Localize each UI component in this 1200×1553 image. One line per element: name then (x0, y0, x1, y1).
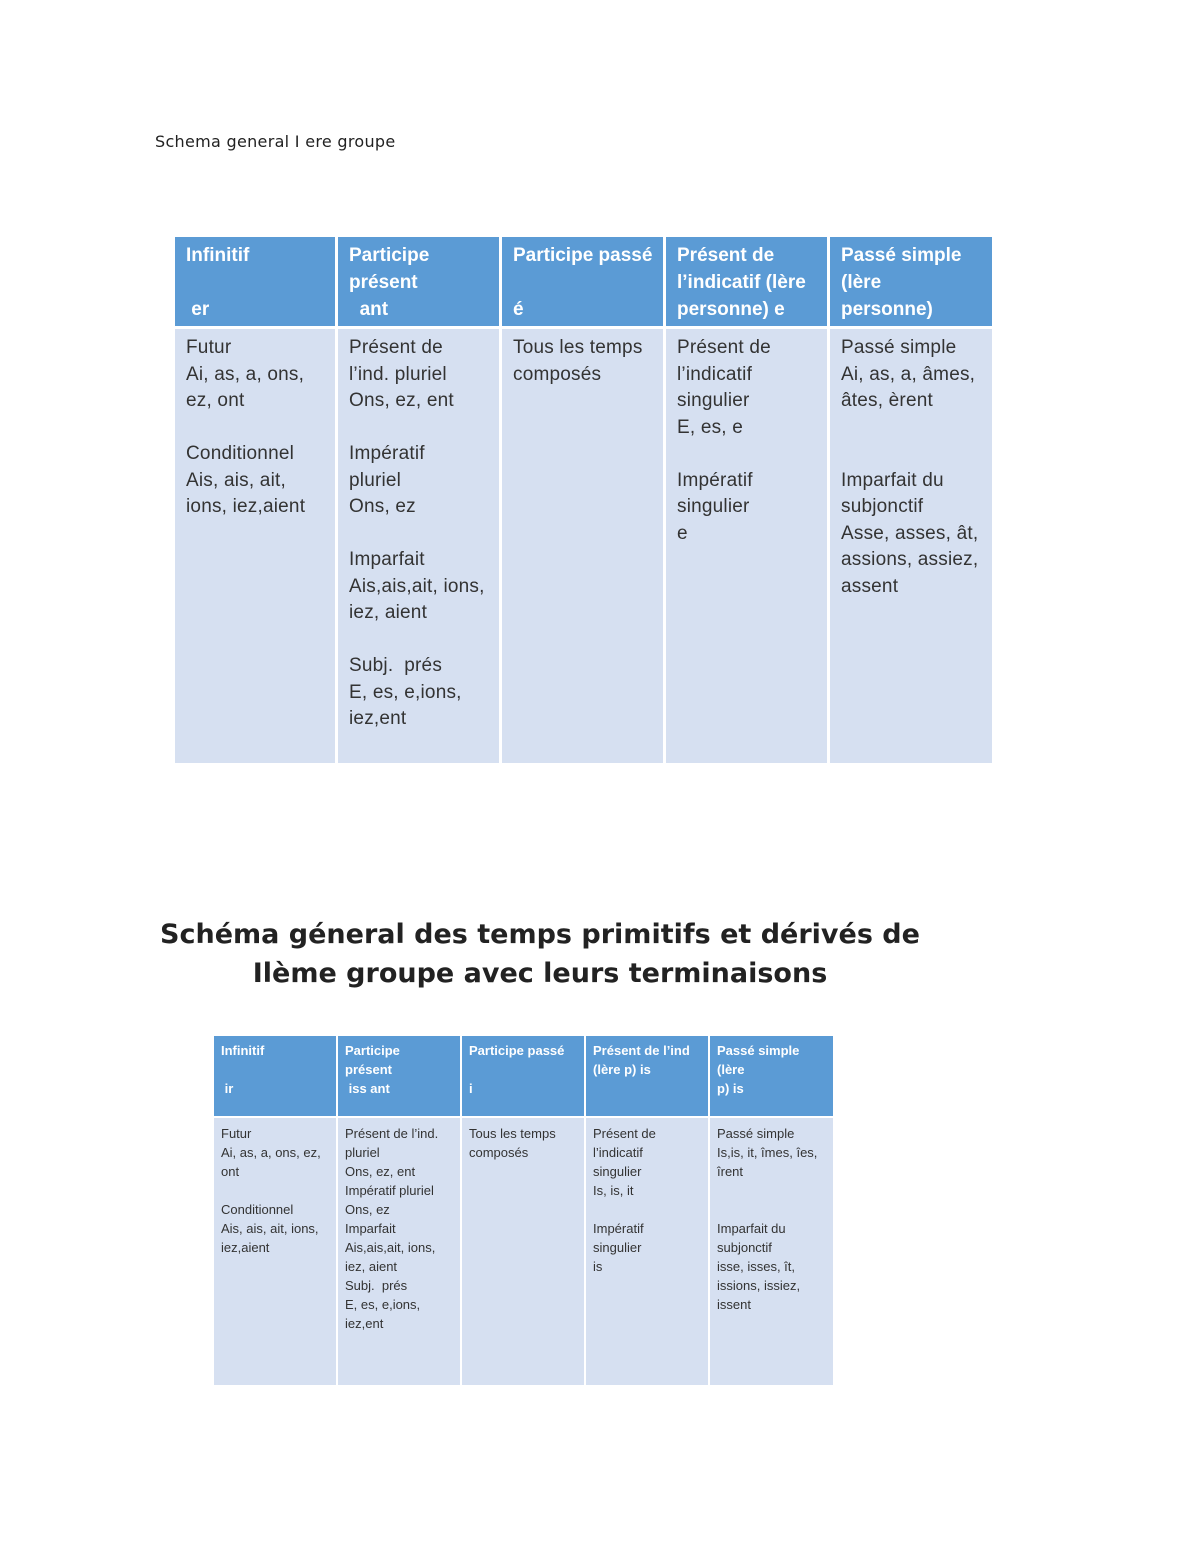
header-text: Infinitif er (186, 245, 250, 320)
header-text: Participe présent ant (349, 245, 430, 320)
cell-futur-conditionnel (214, 1118, 336, 1385)
header-text: Participe passé é (513, 245, 653, 320)
table-header-row (175, 237, 992, 326)
cell-passe-simple-imparfait-subj (830, 329, 992, 763)
header-cell-participe-passe (502, 237, 663, 326)
header-cell-infinitif (175, 237, 335, 326)
header-text: Présent de l’indicatif (lère personne) e (677, 245, 806, 320)
header-text: Présent de l’ind (lère p) is (593, 1043, 690, 1077)
cell-text: Présent de l’ind. pluriel Ons, ez, ent Impératif pluriel Ons, ez Imparfait Ais,ais,ait, ions, iez, aient Subj. prés E, es, e,ions, iez,ent (349, 337, 485, 729)
cell-present-imperatif-imparfait-subj (338, 329, 499, 763)
cell-passe-simple-imparfait-subj (710, 1118, 833, 1385)
cell-text: Présent de l’ind. pluriel Ons, ez, ent Impératif pluriel Ons, ez Imparfait Ais,ais,ait, ions, iez, aient Subj. prés E, es, e,ions, iez,ent (345, 1126, 439, 1331)
header-cell-participe-present (338, 1036, 460, 1116)
cell-text: Présent de l’indicatif singulier Is, is, it Impératif singulier is (593, 1126, 656, 1274)
section-title-second-group: Schéma géneral des temps primitifs et dérivés de Ilème groupe avec leurs terminaisons (160, 919, 920, 989)
header-cell-infinitif (214, 1036, 336, 1116)
cell-present-singulier (586, 1118, 708, 1385)
conjugation-table-first-group (172, 234, 995, 766)
cell-temps-composes (502, 329, 663, 763)
cell-text: Passé simple Is,is, it, îmes, îes, îrent Imparfait du subjonctif isse, isses, ît, issions, issiez, issent (717, 1126, 818, 1312)
header-cell-participe-passe (462, 1036, 584, 1116)
header-text: Passé simple (lère personne) (841, 245, 962, 320)
cell-text: Passé simple Ai, as, a, âmes, âtes, èrent Imparfait du subjonctif Asse, asses, ât, assions, assiez, assent (841, 337, 979, 597)
cell-text: Présent de l’indicatif singulier E, es, e Impératif singulier e (677, 337, 771, 544)
header-cell-passe-simple (830, 237, 992, 326)
table-header-row (214, 1036, 833, 1116)
cell-temps-composes (462, 1118, 584, 1385)
cell-present-singulier (666, 329, 827, 763)
table-row (175, 329, 992, 763)
header-text: Infinitif ir (221, 1043, 265, 1096)
header-cell-passe-simple (710, 1036, 833, 1116)
cell-text: Futur Ai, as, a, ons, ez, ont Conditionnel Ais, ais, ait, ions, iez,aient (221, 1126, 321, 1255)
cell-futur-conditionnel (175, 329, 335, 763)
table-row (214, 1118, 833, 1385)
cell-text: Tous les temps composés (513, 337, 643, 385)
header-text: Participe passé i (469, 1043, 565, 1096)
cell-text: Tous les temps composés (469, 1126, 556, 1160)
conjugation-table-second-group (212, 1034, 835, 1387)
header-cell-present-indicatif (666, 237, 827, 326)
header-cell-participe-present (338, 237, 499, 326)
header-text: Passé simple (lère p) is (717, 1043, 800, 1096)
cell-text: Futur Ai, as, a, ons, ez, ont Conditionnel Ais, ais, ait, ions, iez,aient (186, 337, 306, 517)
header-text: Participe présent iss ant (345, 1043, 400, 1096)
header-cell-present-indicatif (586, 1036, 708, 1116)
cell-present-imperatif-imparfait-subj (338, 1118, 460, 1385)
page-heading: Schema general I ere groupe (155, 132, 396, 151)
